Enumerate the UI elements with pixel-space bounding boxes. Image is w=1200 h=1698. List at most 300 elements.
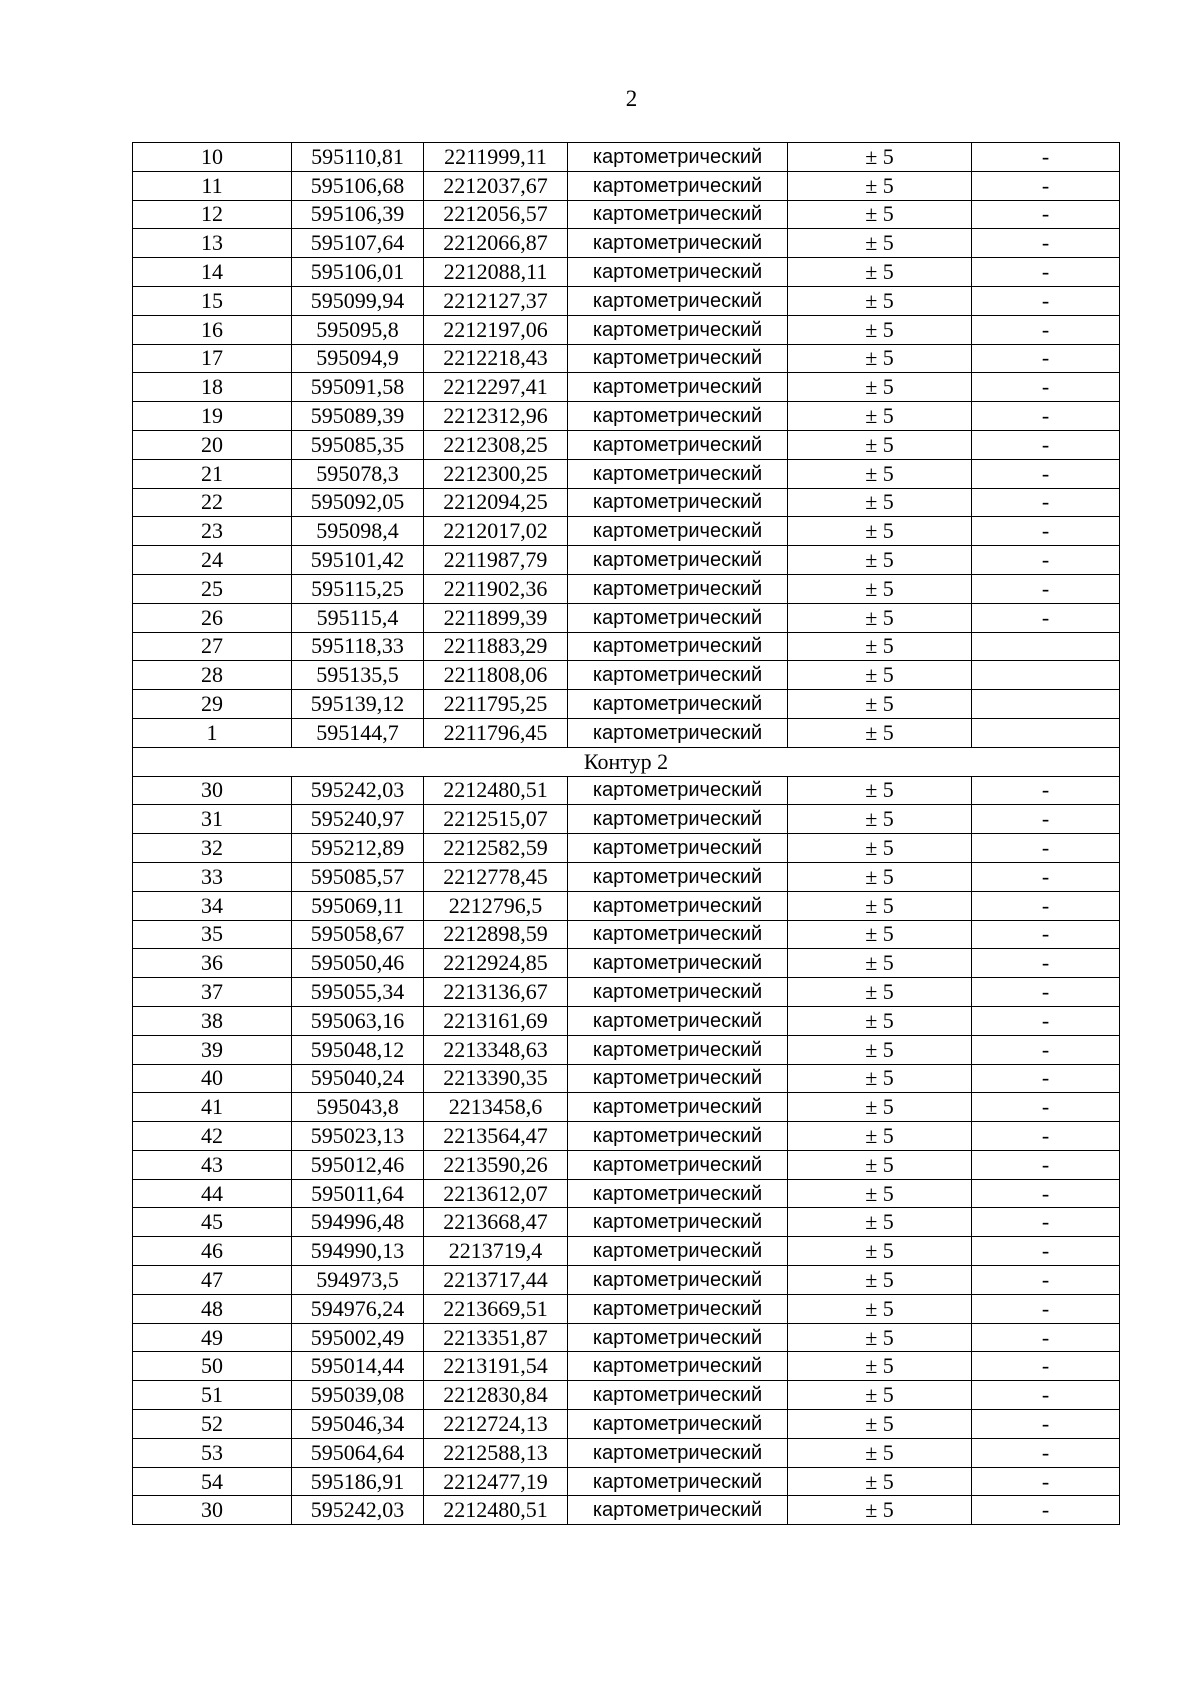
point-number-cell: 47 [133, 1266, 292, 1295]
point-number-cell: 1 [133, 718, 292, 747]
table-row [133, 1006, 1120, 1035]
table-row [133, 430, 1120, 459]
x-coordinate-cell: 595064,64 [292, 1438, 424, 1467]
note-cell: - [972, 1381, 1120, 1410]
coordinates-table [132, 142, 1120, 1525]
y-coordinate-cell: 2213348,63 [424, 1035, 568, 1064]
accuracy-cell: ± 5 [788, 1035, 972, 1064]
x-coordinate-cell: 595012,46 [292, 1150, 424, 1179]
accuracy-cell: ± 5 [788, 949, 972, 978]
point-number-cell: 21 [133, 459, 292, 488]
method-cell: картометрический [568, 1035, 788, 1064]
x-coordinate-cell: 595069,11 [292, 891, 424, 920]
table-row [133, 1410, 1120, 1439]
method-cell: картометрический [568, 1323, 788, 1352]
table-row [133, 373, 1120, 402]
point-number-cell: 50 [133, 1352, 292, 1381]
y-coordinate-cell: 2212308,25 [424, 430, 568, 459]
x-coordinate-cell: 595085,57 [292, 862, 424, 891]
method-cell: картометрический [568, 776, 788, 805]
x-coordinate-cell: 595055,34 [292, 978, 424, 1007]
y-coordinate-cell: 2213351,87 [424, 1323, 568, 1352]
y-coordinate-cell: 2212480,51 [424, 776, 568, 805]
point-number-cell: 45 [133, 1208, 292, 1237]
accuracy-cell: ± 5 [788, 258, 972, 287]
x-coordinate-cell: 595106,01 [292, 258, 424, 287]
method-cell: картометрический [568, 1410, 788, 1439]
note-cell [972, 690, 1120, 719]
y-coordinate-cell: 2211795,25 [424, 690, 568, 719]
table-row [133, 315, 1120, 344]
note-cell: - [972, 171, 1120, 200]
method-cell: картометрический [568, 632, 788, 661]
note-cell: - [972, 1352, 1120, 1381]
note-cell: - [972, 1150, 1120, 1179]
table-row [133, 229, 1120, 258]
point-number-cell: 35 [133, 920, 292, 949]
y-coordinate-cell: 2212037,67 [424, 171, 568, 200]
point-number-cell: 44 [133, 1179, 292, 1208]
y-coordinate-cell: 2213191,54 [424, 1352, 568, 1381]
y-coordinate-cell: 2212830,84 [424, 1381, 568, 1410]
y-coordinate-cell: 2213458,6 [424, 1093, 568, 1122]
point-number-cell: 18 [133, 373, 292, 402]
y-coordinate-cell: 2211883,29 [424, 632, 568, 661]
point-number-cell: 33 [133, 862, 292, 891]
x-coordinate-cell: 595099,94 [292, 286, 424, 315]
point-number-cell: 38 [133, 1006, 292, 1035]
table-row [133, 1179, 1120, 1208]
x-coordinate-cell: 595095,8 [292, 315, 424, 344]
table-row [133, 1150, 1120, 1179]
y-coordinate-cell: 2213590,26 [424, 1150, 568, 1179]
method-cell: картометрический [568, 430, 788, 459]
note-cell: - [972, 1093, 1120, 1122]
method-cell: картометрический [568, 200, 788, 229]
note-cell: - [972, 143, 1120, 172]
y-coordinate-cell: 2212582,59 [424, 834, 568, 863]
note-cell: - [972, 517, 1120, 546]
y-coordinate-cell: 2212127,37 [424, 286, 568, 315]
table-row [133, 1266, 1120, 1295]
note-cell: - [972, 373, 1120, 402]
x-coordinate-cell: 595085,35 [292, 430, 424, 459]
x-coordinate-cell: 595039,08 [292, 1381, 424, 1410]
x-coordinate-cell: 595135,5 [292, 661, 424, 690]
method-cell: картометрический [568, 344, 788, 373]
note-cell: - [972, 229, 1120, 258]
x-coordinate-cell: 595115,4 [292, 603, 424, 632]
table-row [133, 805, 1120, 834]
accuracy-cell: ± 5 [788, 229, 972, 258]
accuracy-cell: ± 5 [788, 603, 972, 632]
point-number-cell: 25 [133, 574, 292, 603]
note-cell: - [972, 949, 1120, 978]
x-coordinate-cell: 595240,97 [292, 805, 424, 834]
table-row [133, 1352, 1120, 1381]
note-cell: - [972, 978, 1120, 1007]
accuracy-cell: ± 5 [788, 286, 972, 315]
note-cell: - [972, 488, 1120, 517]
y-coordinate-cell: 2212778,45 [424, 862, 568, 891]
note-cell [972, 718, 1120, 747]
x-coordinate-cell: 595098,4 [292, 517, 424, 546]
y-coordinate-cell: 2213564,47 [424, 1122, 568, 1151]
accuracy-cell: ± 5 [788, 891, 972, 920]
note-cell [972, 632, 1120, 661]
x-coordinate-cell: 595242,03 [292, 776, 424, 805]
point-number-cell: 11 [133, 171, 292, 200]
y-coordinate-cell: 2213668,47 [424, 1208, 568, 1237]
note-cell: - [972, 805, 1120, 834]
x-coordinate-cell: 595002,49 [292, 1323, 424, 1352]
accuracy-cell: ± 5 [788, 344, 972, 373]
method-cell: картометрический [568, 1064, 788, 1093]
table-row [133, 200, 1120, 229]
y-coordinate-cell: 2211987,79 [424, 546, 568, 575]
y-coordinate-cell: 2212898,59 [424, 920, 568, 949]
note-cell: - [972, 402, 1120, 431]
point-number-cell: 39 [133, 1035, 292, 1064]
page-number: 2 [625, 86, 638, 111]
x-coordinate-cell: 595089,39 [292, 402, 424, 431]
x-coordinate-cell: 595107,64 [292, 229, 424, 258]
method-cell: картометрический [568, 1266, 788, 1295]
note-cell: - [972, 1208, 1120, 1237]
accuracy-cell: ± 5 [788, 661, 972, 690]
method-cell: картометрический [568, 891, 788, 920]
method-cell: картометрический [568, 603, 788, 632]
note-cell: - [972, 1294, 1120, 1323]
point-number-cell: 23 [133, 517, 292, 546]
x-coordinate-cell: 595023,13 [292, 1122, 424, 1151]
point-number-cell: 30 [133, 776, 292, 805]
method-cell: картометрический [568, 1381, 788, 1410]
x-coordinate-cell: 595063,16 [292, 1006, 424, 1035]
x-coordinate-cell: 595040,24 [292, 1064, 424, 1093]
y-coordinate-cell: 2212297,41 [424, 373, 568, 402]
accuracy-cell: ± 5 [788, 143, 972, 172]
method-cell: картометрический [568, 1352, 788, 1381]
accuracy-cell: ± 5 [788, 1122, 972, 1151]
x-coordinate-cell: 594990,13 [292, 1237, 424, 1266]
table-row [133, 891, 1120, 920]
method-cell: картометрический [568, 1438, 788, 1467]
table-row [133, 344, 1120, 373]
note-cell: - [972, 1006, 1120, 1035]
method-cell: картометрический [568, 805, 788, 834]
point-number-cell: 26 [133, 603, 292, 632]
method-cell: картометрический [568, 1093, 788, 1122]
note-cell: - [972, 1122, 1120, 1151]
accuracy-cell: ± 5 [788, 402, 972, 431]
y-coordinate-cell: 2213719,4 [424, 1237, 568, 1266]
y-coordinate-cell: 2211808,06 [424, 661, 568, 690]
note-cell: - [972, 1496, 1120, 1525]
table-row [133, 488, 1120, 517]
x-coordinate-cell: 595050,46 [292, 949, 424, 978]
table-row [133, 546, 1120, 575]
accuracy-cell: ± 5 [788, 1237, 972, 1266]
table-row [133, 1237, 1120, 1266]
method-cell: картометрический [568, 546, 788, 575]
point-number-cell: 28 [133, 661, 292, 690]
method-cell: картометрический [568, 1208, 788, 1237]
note-cell: - [972, 1266, 1120, 1295]
y-coordinate-cell: 2213390,35 [424, 1064, 568, 1093]
point-number-cell: 12 [133, 200, 292, 229]
accuracy-cell: ± 5 [788, 1352, 972, 1381]
method-cell: картометрический [568, 171, 788, 200]
note-cell: - [972, 1438, 1120, 1467]
note-cell: - [972, 1467, 1120, 1496]
x-coordinate-cell: 595106,39 [292, 200, 424, 229]
y-coordinate-cell: 2213717,44 [424, 1266, 568, 1295]
method-cell: картометрический [568, 315, 788, 344]
note-cell: - [972, 891, 1120, 920]
coordinates-table-body [133, 143, 1120, 1525]
method-cell: картометрический [568, 690, 788, 719]
method-cell: картометрический [568, 1294, 788, 1323]
x-coordinate-cell: 595048,12 [292, 1035, 424, 1064]
accuracy-cell: ± 5 [788, 1410, 972, 1439]
note-cell: - [972, 286, 1120, 315]
accuracy-cell: ± 5 [788, 1323, 972, 1352]
x-coordinate-cell: 595043,8 [292, 1093, 424, 1122]
accuracy-cell: ± 5 [788, 834, 972, 863]
y-coordinate-cell: 2212088,11 [424, 258, 568, 287]
y-coordinate-cell: 2212480,51 [424, 1496, 568, 1525]
table-row [133, 286, 1120, 315]
table-row [133, 517, 1120, 546]
method-cell: картометрический [568, 517, 788, 546]
table-row [133, 603, 1120, 632]
accuracy-cell: ± 5 [788, 776, 972, 805]
x-coordinate-cell: 595058,67 [292, 920, 424, 949]
point-number-cell: 42 [133, 1122, 292, 1151]
point-number-cell: 54 [133, 1467, 292, 1496]
x-coordinate-cell: 595212,89 [292, 834, 424, 863]
accuracy-cell: ± 5 [788, 978, 972, 1007]
x-coordinate-cell: 595014,44 [292, 1352, 424, 1381]
accuracy-cell: ± 5 [788, 315, 972, 344]
table-row [133, 776, 1120, 805]
note-cell: - [972, 258, 1120, 287]
table-row [133, 143, 1120, 172]
accuracy-cell: ± 5 [788, 1179, 972, 1208]
accuracy-cell: ± 5 [788, 430, 972, 459]
accuracy-cell: ± 5 [788, 690, 972, 719]
x-coordinate-cell: 594976,24 [292, 1294, 424, 1323]
method-cell: картометрический [568, 402, 788, 431]
x-coordinate-cell: 595101,42 [292, 546, 424, 575]
x-coordinate-cell: 595186,91 [292, 1467, 424, 1496]
point-number-cell: 32 [133, 834, 292, 863]
note-cell: - [972, 574, 1120, 603]
x-coordinate-cell: 595110,81 [292, 143, 424, 172]
y-coordinate-cell: 2212796,5 [424, 891, 568, 920]
point-number-cell: 16 [133, 315, 292, 344]
point-number-cell: 14 [133, 258, 292, 287]
y-coordinate-cell: 2213136,67 [424, 978, 568, 1007]
method-cell: картометрический [568, 286, 788, 315]
x-coordinate-cell: 595092,05 [292, 488, 424, 517]
note-cell: - [972, 1064, 1120, 1093]
x-coordinate-cell: 595115,25 [292, 574, 424, 603]
point-number-cell: 53 [133, 1438, 292, 1467]
table-row [133, 402, 1120, 431]
accuracy-cell: ± 5 [788, 200, 972, 229]
point-number-cell: 20 [133, 430, 292, 459]
table-row [133, 1294, 1120, 1323]
accuracy-cell: ± 5 [788, 517, 972, 546]
point-number-cell: 13 [133, 229, 292, 258]
method-cell: картометрический [568, 1496, 788, 1525]
table-row [133, 1035, 1120, 1064]
note-cell: - [972, 546, 1120, 575]
accuracy-cell: ± 5 [788, 373, 972, 402]
y-coordinate-cell: 2211796,45 [424, 718, 568, 747]
table-row [133, 862, 1120, 891]
table-row [133, 1093, 1120, 1122]
point-number-cell: 29 [133, 690, 292, 719]
x-coordinate-cell: 595094,9 [292, 344, 424, 373]
y-coordinate-cell: 2212300,25 [424, 459, 568, 488]
x-coordinate-cell: 595118,33 [292, 632, 424, 661]
point-number-cell: 24 [133, 546, 292, 575]
accuracy-cell: ± 5 [788, 1266, 972, 1295]
table-row [133, 1381, 1120, 1410]
point-number-cell: 37 [133, 978, 292, 1007]
accuracy-cell: ± 5 [788, 1064, 972, 1093]
method-cell: картометрический [568, 862, 788, 891]
note-cell: - [972, 1410, 1120, 1439]
method-cell: картометрический [568, 661, 788, 690]
accuracy-cell: ± 5 [788, 862, 972, 891]
x-coordinate-cell: 595078,3 [292, 459, 424, 488]
y-coordinate-cell: 2212477,19 [424, 1467, 568, 1496]
method-cell: картометрический [568, 1122, 788, 1151]
note-cell: - [972, 1179, 1120, 1208]
contour-label: Контур 2 [133, 747, 1120, 776]
y-coordinate-cell: 2212017,02 [424, 517, 568, 546]
point-number-cell: 49 [133, 1323, 292, 1352]
method-cell: картометрический [568, 718, 788, 747]
point-number-cell: 43 [133, 1150, 292, 1179]
point-number-cell: 22 [133, 488, 292, 517]
note-cell: - [972, 1323, 1120, 1352]
point-number-cell: 36 [133, 949, 292, 978]
y-coordinate-cell: 2212724,13 [424, 1410, 568, 1439]
note-cell: - [972, 344, 1120, 373]
table-row [133, 834, 1120, 863]
table-row [133, 690, 1120, 719]
table-row [133, 949, 1120, 978]
table-row [133, 1064, 1120, 1093]
point-number-cell: 27 [133, 632, 292, 661]
table-row [133, 1323, 1120, 1352]
table-row [133, 574, 1120, 603]
x-coordinate-cell: 595046,34 [292, 1410, 424, 1439]
y-coordinate-cell: 2213669,51 [424, 1294, 568, 1323]
y-coordinate-cell: 2211999,11 [424, 143, 568, 172]
point-number-cell: 48 [133, 1294, 292, 1323]
point-number-cell: 19 [133, 402, 292, 431]
point-number-cell: 52 [133, 1410, 292, 1439]
x-coordinate-cell: 594996,48 [292, 1208, 424, 1237]
method-cell: картометрический [568, 229, 788, 258]
point-number-cell: 10 [133, 143, 292, 172]
method-cell: картометрический [568, 920, 788, 949]
y-coordinate-cell: 2212924,85 [424, 949, 568, 978]
table-row [133, 459, 1120, 488]
x-coordinate-cell: 595106,68 [292, 171, 424, 200]
accuracy-cell: ± 5 [788, 1467, 972, 1496]
point-number-cell: 15 [133, 286, 292, 315]
method-cell: картометрический [568, 574, 788, 603]
accuracy-cell: ± 5 [788, 1496, 972, 1525]
y-coordinate-cell: 2212515,07 [424, 805, 568, 834]
accuracy-cell: ± 5 [788, 1208, 972, 1237]
accuracy-cell: ± 5 [788, 1438, 972, 1467]
method-cell: картометрический [568, 1467, 788, 1496]
note-cell: - [972, 862, 1120, 891]
y-coordinate-cell: 2211902,36 [424, 574, 568, 603]
contour-header-row [133, 747, 1120, 776]
method-cell: картометрический [568, 258, 788, 287]
method-cell: картометрический [568, 459, 788, 488]
table-row [133, 1467, 1120, 1496]
note-cell: - [972, 834, 1120, 863]
y-coordinate-cell: 2212588,13 [424, 1438, 568, 1467]
point-number-cell: 34 [133, 891, 292, 920]
method-cell: картометрический [568, 373, 788, 402]
accuracy-cell: ± 5 [788, 632, 972, 661]
accuracy-cell: ± 5 [788, 546, 972, 575]
method-cell: картометрический [568, 834, 788, 863]
accuracy-cell: ± 5 [788, 1093, 972, 1122]
point-number-cell: 31 [133, 805, 292, 834]
note-cell: - [972, 200, 1120, 229]
accuracy-cell: ± 5 [788, 488, 972, 517]
method-cell: картометрический [568, 1150, 788, 1179]
point-number-cell: 51 [133, 1381, 292, 1410]
note-cell: - [972, 920, 1120, 949]
table-row [133, 920, 1120, 949]
y-coordinate-cell: 2213161,69 [424, 1006, 568, 1035]
table-row [133, 632, 1120, 661]
note-cell: - [972, 603, 1120, 632]
y-coordinate-cell: 2212066,87 [424, 229, 568, 258]
table-row [133, 171, 1120, 200]
y-coordinate-cell: 2213612,07 [424, 1179, 568, 1208]
y-coordinate-cell: 2212056,57 [424, 200, 568, 229]
accuracy-cell: ± 5 [788, 1294, 972, 1323]
x-coordinate-cell: 595139,12 [292, 690, 424, 719]
table-row [133, 1208, 1120, 1237]
accuracy-cell: ± 5 [788, 1006, 972, 1035]
note-cell [972, 661, 1120, 690]
table-row [133, 661, 1120, 690]
method-cell: картометрический [568, 978, 788, 1007]
method-cell: картометрический [568, 488, 788, 517]
table-row [133, 978, 1120, 1007]
y-coordinate-cell: 2212197,06 [424, 315, 568, 344]
x-coordinate-cell: 595091,58 [292, 373, 424, 402]
method-cell: картометрический [568, 1006, 788, 1035]
y-coordinate-cell: 2211899,39 [424, 603, 568, 632]
x-coordinate-cell: 594973,5 [292, 1266, 424, 1295]
